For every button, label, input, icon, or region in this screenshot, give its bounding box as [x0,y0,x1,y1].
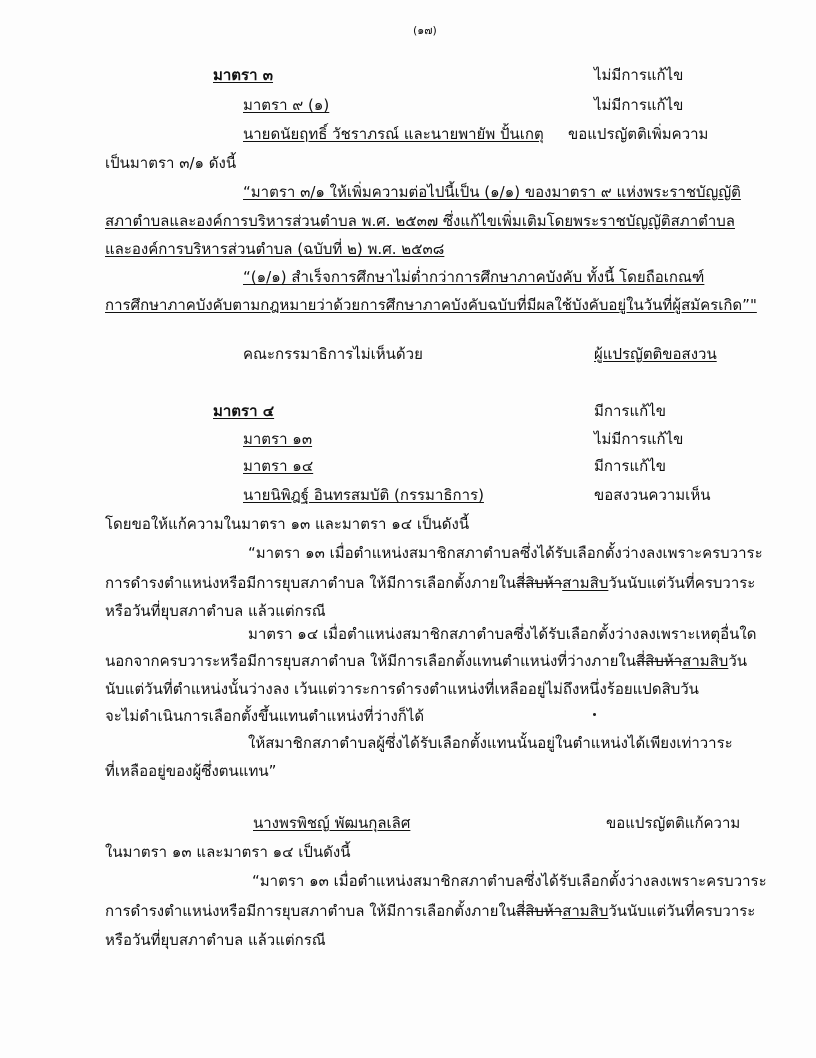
m13b-line-1: “มาตรา ๑๓ เมื่อตำแหน่งสมาชิกสภาตำบลซึ่งได้รับเลือกตั้งว่างลงเพราะครบวาระ [252,872,767,890]
section-3-heading: มาตรา ๓ [213,66,274,84]
m14-line-3: นับแต่วันที่ตำแหน่งนั้นว่างลง เว้นแต่วาระการดำรงตำแหน่งที่เหลืออยู่ไม่ถึงหนึ่งร้อยแปดสิบวัน [105,680,699,698]
committee-member: นายนิพิฎฐ์ อินทรสมบัติ (กรรมาธิการ) [243,486,484,504]
section-14-ref: มาตรา ๑๔ [243,457,314,475]
m13-inserted-text: สามสิบ [562,574,609,592]
second-member-note: ขอแปรญัตติแก้ความ [606,814,741,832]
m14-line-6: ที่เหลืออยู่ของผู้ซึ่งตนแทน” [105,762,277,780]
m13b-deleted-text: สี่สิบห้า [516,902,563,920]
m13b-line-2 [105,902,755,920]
m13b-line-3: หรือวันที่ยุบสภาตำบล แล้วแต่กรณี [105,931,326,949]
section-3-status: ไม่มีการแก้ไข [594,66,684,84]
m14-line-2 [105,652,747,670]
quote-2-line-1: “(๑/๑) สำเร็จการศึกษาไม่ต่ำกว่าการศึกษาภาคบังคับ ทั้งนี้ โดยถือเกณฑ์ [243,268,705,286]
m14-line-1: มาตรา ๑๔ เมื่อตำแหน่งสมาชิกสภาตำบลซึ่งได้รับเลือกตั้งว่างลงเพราะเหตุอื่นใด [248,625,757,643]
m14-deleted-text: สี่สิบห้า [636,652,683,670]
section-5-intro: ในมาตรา ๑๓ และมาตรา ๑๔ เป็นดังนี้ [105,843,351,861]
section-9-1-status: ไม่มีการแก้ไข [594,96,684,114]
m14-inserted-text: สามสิบ [682,652,729,670]
second-member: นางพรพิชญ์ พัฒนกุลเลิศ [253,814,411,832]
section-4-status: มีการแก้ไข [594,402,666,420]
reservation-note: ผู้แปรญัตติขอสงวน [594,345,717,363]
m13-line-2-b: วันนับแต่วันที่ครบวาระ [608,574,756,592]
m13-line-3: หรือวันที่ยุบสภาตำบล แล้วแต่กรณี [105,602,326,620]
section-9-1-ref: มาตรา ๙ (๑) [243,96,330,114]
m13-line-1: “มาตรา ๑๓ เมื่อตำแหน่งสมาชิกสภาตำบลซึ่งได้รับเลือกตั้งว่างลงเพราะครบวาระ [248,544,763,562]
section-4-heading: มาตรา ๔ [213,402,275,420]
m14-line-4: จะไม่ดำเนินการเลือกตั้งขึ้นแทนตำแหน่งที่ว่างก็ได้ [105,707,425,725]
page-number: (๑๗) [413,24,437,37]
m13-line-2-a: การดำรงตำแหน่งหรือมีการยุบสภาตำบล ให้มีการเลือกตั้งภายใน [105,574,517,592]
section-4-intro: โดยขอให้แก้ความในมาตรา ๑๓ และมาตรา ๑๔ เป็นดังนี้ [105,515,470,533]
m13b-line-2-b: วันนับแต่วันที่ครบวาระ [608,902,756,920]
quote-1-line-3: และองค์การบริหารส่วนตำบล (ฉบับที่ ๒) พ.ศ. ๒๕๓๘ [105,240,445,258]
quote-2-line-2: การศึกษาภาคบังคับตามกฎหมายว่าด้วยการศึกษาภาคบังคับฉบับที่มีผลใช้บังคับอยู่ในวันที่ผู้สมัครเกิด”" [105,296,757,314]
proposal-note: ขอแปรญัตติเพิ่มความ [568,125,709,143]
committee-disagrees: คณะกรรมาธิการไม่เห็นด้วย [243,345,423,363]
section-13-ref: มาตรา ๑๓ [243,430,313,448]
quote-1-line-2: สภาตำบลและองค์การบริหารส่วนตำบล พ.ศ. ๒๕๓๗ ซึ่งแก้ไขเพิ่มเติมโดยพระราชบัญญัติสภาตำบล [105,212,735,230]
m13b-inserted-text: สามสิบ [562,902,609,920]
m14-line-5: ให้สมาชิกสภาตำบลผู้ซึ่งได้รับเลือกตั้งแทนนั้นอยู่ในตำแหน่งได้เพียงเท่าวาระ [248,734,733,752]
m13-deleted-text: สี่สิบห้า [516,574,563,592]
section-14-status: มีการแก้ไข [594,457,666,475]
m14-line-2-a: นอกจากครบวาระหรือมีการยุบสภาตำบล ให้มีการเลือกตั้งแทนตำแหน่งที่ว่างภายใน [105,652,637,670]
m13-line-2 [105,574,755,592]
proposers: นายดนัยฤทธิ์ วัชราภรณ์ และนายพายัพ ปั้นเกตุ [243,125,544,143]
quote-1-line-1: “มาตรา ๓/๑ ให้เพิ่มความต่อไปนี้เป็น (๑/๑) ของมาตรา ๙ แห่งพระราชบัญญัติ [243,183,741,201]
member-reservation: ขอสงวนความเห็น [594,486,711,504]
section-3-intro: เป็นมาตรา ๓/๑ ดังนี้ [105,154,237,172]
m14-line-2-b: วัน [728,652,748,670]
section-13-status: ไม่มีการแก้ไข [594,430,684,448]
scan-speck [593,713,596,716]
m13b-line-2-a: การดำรงตำแหน่งหรือมีการยุบสภาตำบล ให้มีการเลือกตั้งภายใน [105,902,517,920]
